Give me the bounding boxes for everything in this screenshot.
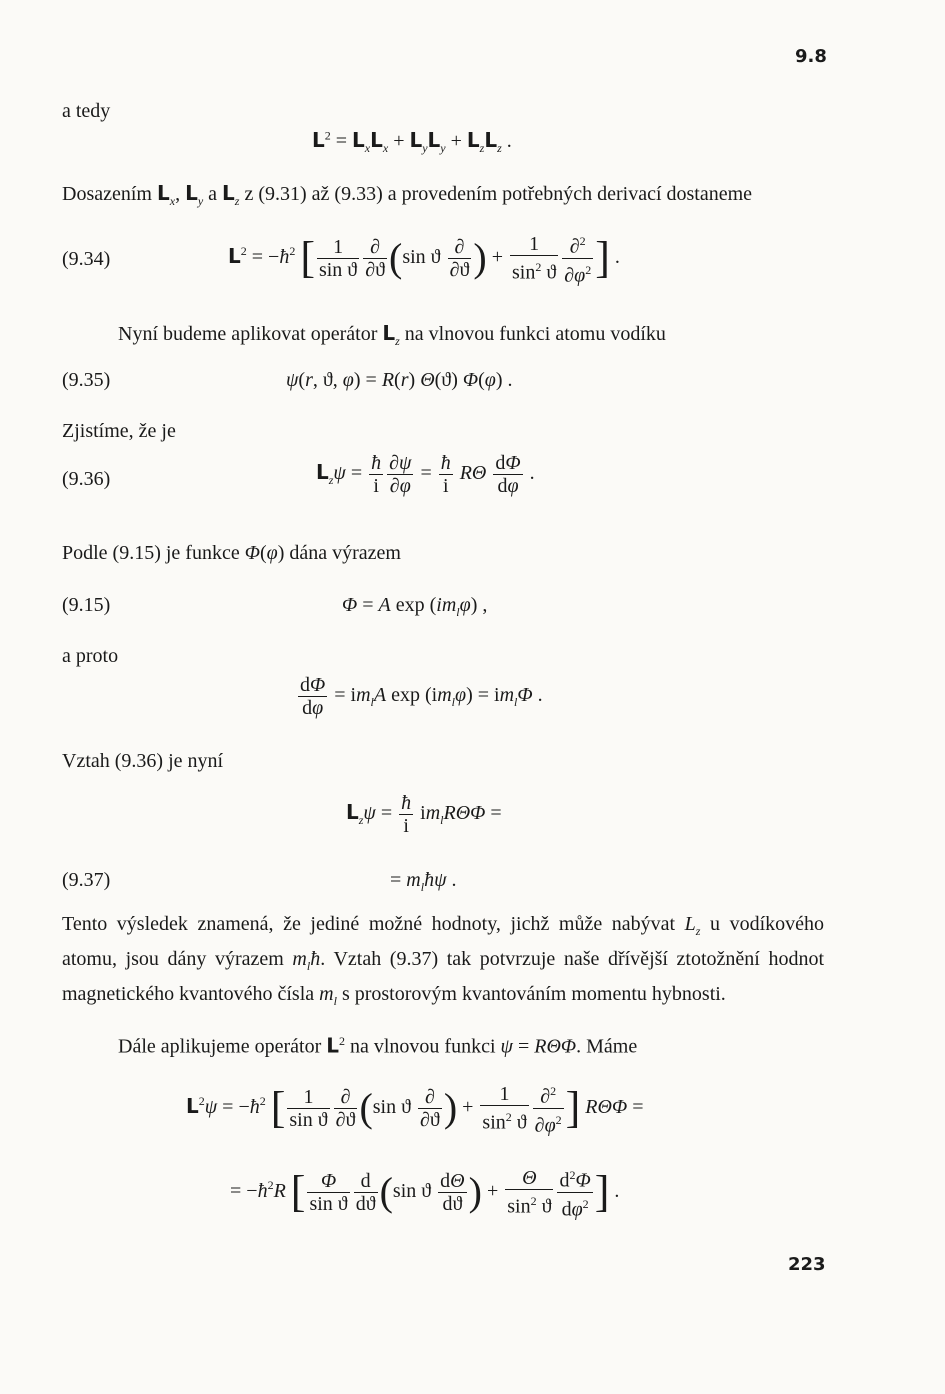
text-a-proto: a proto bbox=[62, 645, 119, 667]
equation-915: Φ = A $\exp (im_l\varphi)$ , bbox=[342, 594, 488, 619]
equation-number-936: (9.36) bbox=[62, 468, 111, 490]
equation-937-line1: $L_z\psi$ = $\frac{ħ}{i}$ $im_lR\Theta\Phi$ = bbox=[346, 792, 502, 837]
text-podle: Podle (9.15) je funkce Φ(φ) dána výrazem bbox=[62, 542, 401, 564]
text-vztah: Vztah (9.36) je nyní bbox=[62, 750, 224, 772]
text-dale: Dále aplikujeme operátor $L^2$ na vlnovou funkci ψ = RΘΦ. Máme bbox=[118, 1033, 638, 1058]
paragraph-tento: Tento výsledek znamená, že jediné možné hodnoty, jichž může nabývat $L_z$ u vodíkového atomu, jsou dány výrazem $m_lħ$. Vztah (9.37) tak potvrzuje naše dřívější ztotožnění hodnot magnetického kvantového čísla $m_l$ s prostorovým kvantováním momentu hybnosti. bbox=[62, 913, 824, 1008]
text-zjistime: Zjistíme, že je bbox=[62, 420, 176, 442]
equation-936: $L_z\psi$ = $\frac{ħ}{i}$ $\frac{\partial\psi}{\partial\varphi}$ = $\frac{ħ}{i}$ RΘ $\frac{d\Phi}{d\varphi}$ . bbox=[316, 452, 535, 497]
equation-final-line1: $L^2\psi$ = $-ħ^2$ [ $\frac{1}{\text{sin ϑ}}$ $\frac{\partial}{\partial ϑ}$ (sin ϑ $\frac{\partial}{\partial ϑ}$ ) + $\frac{1}{\sin^2 ϑ}$ $\frac{\partial^2}{\partial\varphi^2}$ ] RΘΦ = bbox=[186, 1080, 643, 1136]
page-number: 223 bbox=[788, 1254, 826, 1275]
equation-number-915: (9.15) bbox=[62, 594, 111, 616]
equation-935: ψ(r, ϑ, φ) = R(r) Θ(ϑ) Φ(φ) . bbox=[286, 369, 513, 391]
section-number: 9.8 bbox=[795, 46, 827, 67]
equation-937-line2: = $m_lħ\psi$ . bbox=[390, 869, 457, 894]
text-a-tedy: a tedy bbox=[62, 100, 111, 122]
equation-number-935: (9.35) bbox=[62, 369, 111, 391]
equation-final-line2: = $-ħ^2R$ [ $\frac{\Phi}{\text{sin ϑ}}$ $\frac{d}{dϑ}$ (sin ϑ $\frac{d\Theta}{dϑ}$ ) + $\frac{\Theta}{\sin^2 ϑ}$ $\frac{d^2\Phi}{d\varphi^2}$ ] . bbox=[230, 1164, 619, 1220]
text-nyni: Nyní budeme aplikovat operátor $L_z$ na vlnovou funkci atomu vodíku bbox=[118, 321, 666, 348]
equation-number-937: (9.37) bbox=[62, 869, 111, 891]
text-dosazenim: Dosazením $L_x$, $L_y$ a $L_z$ z (9.31) až (9.33) a provedením potřebných derivací dostaneme bbox=[62, 181, 753, 208]
equation-dphi: $\frac{d\Phi}{d\varphi}$ = $im_lA$ $\exp (im_l\varphi) = im_l\Phi$ . bbox=[300, 674, 543, 719]
equation-l2-sum: $L^2 = L_xL_x + L_yL_y + L_zL_z$ . bbox=[312, 128, 512, 155]
equation-934: $L^2$ = $-ħ^2$ [ $\frac{1}{\text{sin ϑ}}$ $\frac{\partial}{\partial ϑ}$ (sin ϑ $\frac{\partial}{\partial ϑ}$ ) + $\frac{1}{\sin^2 ϑ}$ $\frac{\partial^2}{\partial\varphi^2}$ ] . bbox=[228, 230, 620, 286]
equation-number-934: (9.34) bbox=[62, 248, 111, 270]
